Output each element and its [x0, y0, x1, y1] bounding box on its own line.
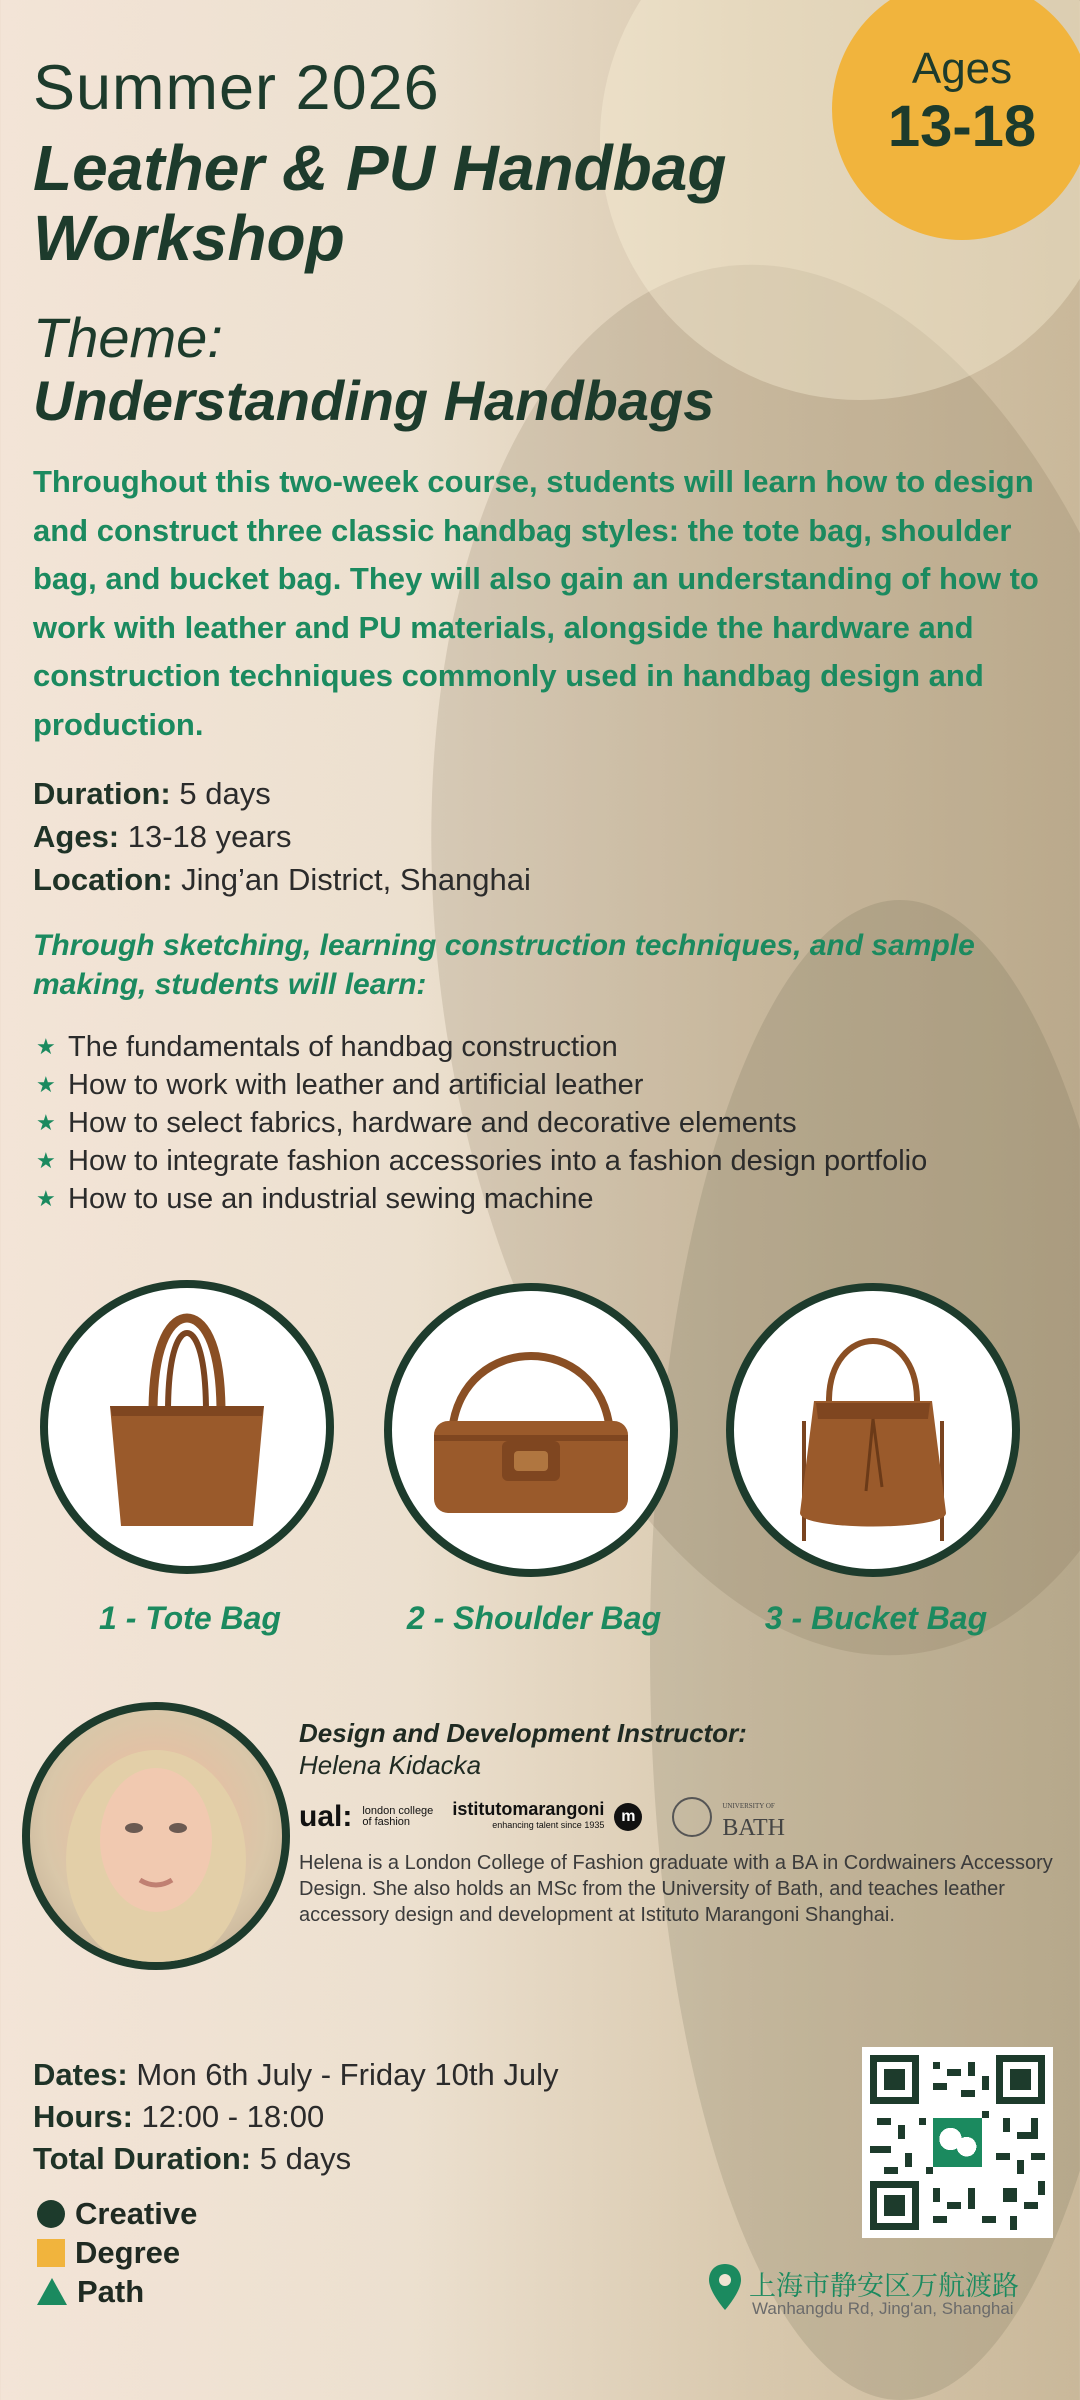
bucket-bag-image: [726, 1283, 1020, 1577]
ages-badge-label: Ages: [911, 44, 1013, 93]
ages-badge: [832, 0, 1080, 240]
address-english: Wanhangdu Rd, Jing'an, Shanghai: [752, 2299, 1014, 2318]
location-label: Location:: [33, 862, 173, 897]
schedule: [33, 2054, 559, 2180]
lcf-logo-text: london college of fashion: [362, 1805, 434, 1828]
instructor-role: Design and Development Instructor:: [299, 1718, 747, 1748]
star-icon: ★: [36, 1110, 56, 1135]
circle-icon: [37, 2200, 65, 2228]
total-duration-row: [33, 2138, 559, 2180]
bag-caption-shoulder: 2 - Shoulder Bag: [406, 1600, 662, 1636]
shoulder-bag-icon: [392, 1291, 670, 1569]
list-item: ★ How to integrate fashion accessories into a fashion design portfolio: [36, 1142, 927, 1180]
learning-intro: Through sketching, learning construction techniques, and sample making, students will learn:: [33, 929, 975, 1001]
total-duration-value: 5 days: [251, 2141, 352, 2176]
star-icon: ★: [36, 1186, 56, 1211]
star-icon: ★: [36, 1034, 56, 1059]
hours-label: Hours:: [33, 2099, 133, 2134]
bath-seal-icon: [672, 1797, 712, 1837]
course-facts: [33, 772, 531, 901]
location-row: [33, 858, 531, 901]
instructor-portrait-icon: [30, 1710, 282, 1962]
square-icon: [37, 2239, 65, 2267]
list-item: ★ The fundamentals of handbag construction: [36, 1028, 927, 1066]
bag-caption-tote: 1 - Tote Bag: [99, 1600, 281, 1636]
wechat-qr-code[interactable]: [862, 2047, 1053, 2238]
dates-value: Mon 6th July - Friday 10th July: [127, 2057, 559, 2092]
duration-value: 5 days: [170, 776, 271, 811]
dates-label: Dates:: [33, 2057, 128, 2092]
course-intro: Throughout this two-week course, students will learn how to design and construct three classic handbag styles: the tote bag, shoulder bag, and bucket bag. They will also gain an understanding of how to work with leather and PU materials, alongside the hardware and construction techniques commonly used in handbag design and production.: [33, 464, 1039, 742]
instructor-name: Helena Kidacka: [299, 1750, 482, 1780]
list-item: ★ How to work with leather and artificial leather: [36, 1066, 927, 1104]
ual-logo: ual:: [299, 1800, 353, 1833]
ages-label: Ages:: [33, 819, 120, 854]
bag-caption-bucket: 3 - Bucket Bag: [764, 1600, 988, 1636]
tote-bag-image: [40, 1280, 334, 1574]
qr-code-icon: [870, 2055, 1045, 2230]
ages-value: 13-18 years: [119, 819, 292, 854]
bath-logo: UNIVERSITY OF BATH: [722, 1802, 786, 1841]
season-title: Summer 2026: [33, 53, 440, 123]
bucket-bag-icon: [734, 1291, 1012, 1569]
hours-value: 12:00 - 18:00: [132, 2099, 325, 2134]
total-duration-label: Total Duration:: [33, 2141, 252, 2176]
star-icon: ★: [36, 1148, 56, 1173]
learning-list: [36, 1028, 927, 1218]
dates-row: [33, 2054, 559, 2096]
list-item: ★ How to use an industrial sewing machine: [36, 1180, 927, 1218]
duration-label: Duration:: [33, 776, 171, 811]
hours-row: [33, 2096, 559, 2138]
brand-logo: Creative Degree Path: [37, 2194, 197, 2311]
location-pin-icon: [706, 2262, 744, 2312]
workshop-title: Leather & PU Handbag Workshop: [33, 132, 727, 274]
location-value: Jing’an District, Shanghai: [172, 862, 531, 897]
star-icon: ★: [36, 1072, 56, 1097]
marangoni-mark: m: [614, 1803, 642, 1831]
duration-row: [33, 772, 531, 815]
partner-logos: [299, 1795, 785, 1839]
triangle-icon: [37, 2278, 67, 2305]
marangoni-logo: istitutomarangoni enhancing talent since 1935: [452, 1799, 605, 1830]
shoulder-bag-image: [384, 1283, 678, 1577]
list-item: ★ How to select fabrics, hardware and decorative elements: [36, 1104, 927, 1142]
theme-title: Understanding Handbags: [33, 369, 715, 432]
address-chinese: 上海市静安区万航渡路: [749, 2271, 1019, 2301]
theme-label: Theme:: [33, 306, 223, 369]
ages-row: [33, 815, 531, 858]
tote-bag-icon: [48, 1288, 326, 1566]
instructor-photo: [22, 1702, 290, 1970]
instructor-bio: Helena is a London College of Fashion graduate with a BA in Cordwainers Accessory Design. She also holds an MSc from the University of Bath, and teaches leather accessory design and development at Istituto Marangoni Shanghai.: [299, 1852, 1053, 1926]
ages-badge-range: 13-18: [887, 94, 1037, 159]
